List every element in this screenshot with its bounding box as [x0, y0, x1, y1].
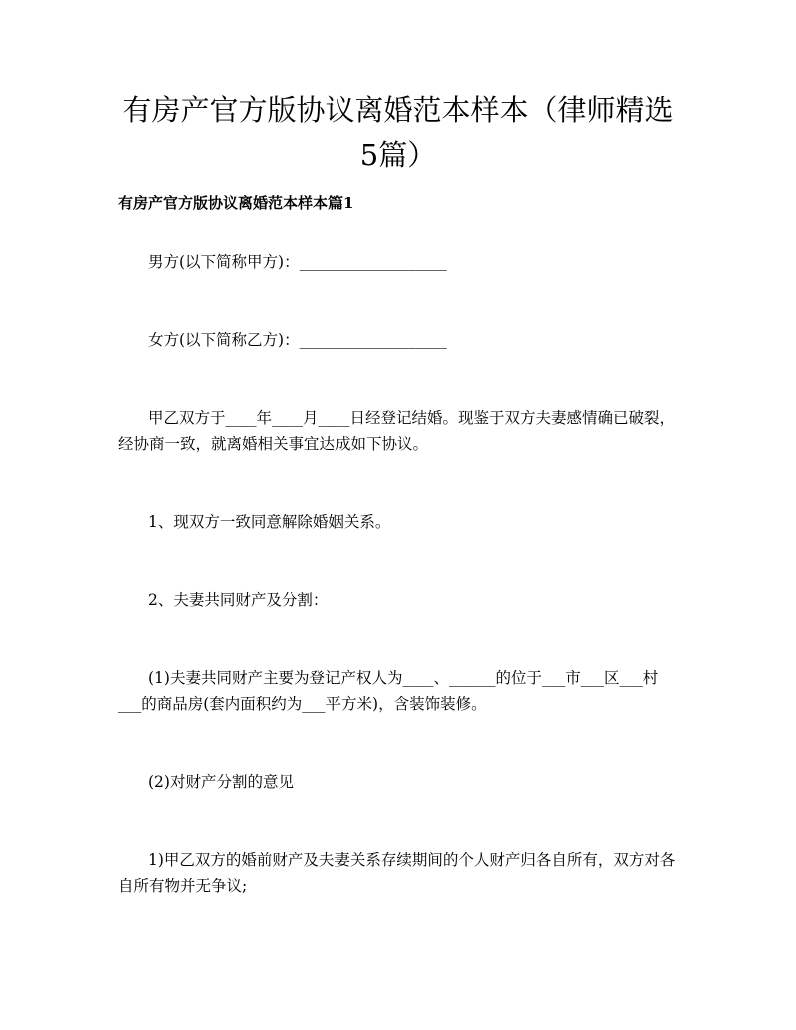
document-title [0, 88, 796, 178]
male-party-line: 男方(以下简称甲方)：___________________ [148, 253, 447, 271]
paragraph-line: (2)对财产分割的意见 [148, 773, 294, 791]
document-title-line-1: 有房产官方版协议离婚范本样本（律师精选 [122, 93, 674, 127]
document-body [118, 249, 688, 951]
marriage-registration-paragraph [118, 405, 688, 457]
paragraph-line: ___的商品房(套内面积约为___平方米)，含装饰装修。 [118, 695, 487, 713]
paragraph-line: 2、夫妻共同财产及分割： [148, 591, 329, 609]
paragraph-line: 1、现双方一致同意解除婚姻关系。 [148, 513, 391, 531]
female-party-line: 女方(以下简称乙方)：___________________ [148, 331, 447, 349]
paragraph-line: 甲乙双方于____年____月____日经登记结婚。现鉴于双方夫妻感情确已破裂， [148, 409, 676, 427]
clause-2-2-paragraph [118, 769, 688, 795]
male-party-paragraph [118, 249, 688, 275]
clause-2-paragraph [118, 587, 688, 613]
section-heading: 有房产官方版协议离婚范本样本篇1 [118, 194, 354, 212]
paragraph-line: 经协商一致，就离婚相关事宜达成如下协议。 [118, 435, 429, 453]
clause-2-1-paragraph [118, 665, 688, 717]
paragraph-line: 1)甲乙双方的婚前财产及夫妻关系存续期间的个人财产归各自所有，双方对各 [148, 851, 676, 869]
clause-1-paragraph [118, 509, 688, 535]
document-title-line-2: 5篇） [359, 138, 437, 172]
paragraph-line: (1)夫妻共同财产主要为登记产权人为____、______的位于___市___区___村 [148, 669, 659, 687]
female-party-paragraph [118, 327, 688, 353]
clause-2-2-1-paragraph [118, 847, 688, 899]
paragraph-line: 自所有物并无争议; [118, 877, 248, 895]
